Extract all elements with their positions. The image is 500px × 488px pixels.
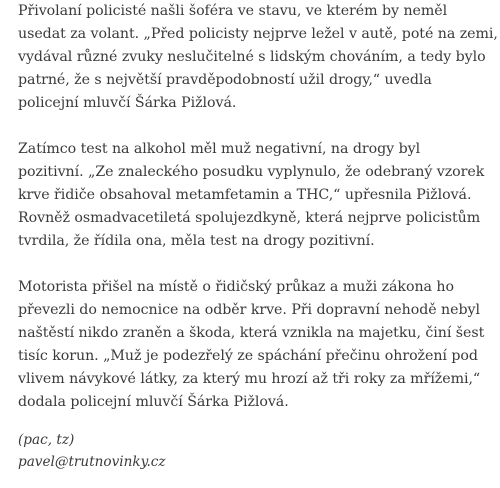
article-footer [18,429,166,473]
paragraph-line: Přivolaní policisté našli šoféra ve stavu, ve kterém by neměl [18,3,448,19]
paragraph-line: dodala policejní mluvčí Šárka Pižlová. [18,394,289,410]
paragraph-line: tisíc korun. „Muž je podezřelý ze spáchání přečinu ohrožení pod [18,348,478,364]
paragraph-line: usedat za volant. „Před policisty nejprve ležel v autě, poté na zemi, [18,26,498,42]
paragraph-line: Zatímco test na alkohol měl muž negativní, na drogy byl [18,141,421,157]
article-sources: (pac, tz) [18,432,75,448]
article-paragraph-3 [18,276,496,414]
paragraph-line: Motorista přišel na místě o řidičský průkaz a muži zákona ho [18,279,455,295]
paragraph-line: Rovněž osmadvacetiletá spolujezdkyně, která nejprve policistům [18,210,481,226]
paragraph-line: tvrdila, že řídila ona, měla test na drogy pozitivní. [18,233,375,249]
paragraph-line: převezli do nemocnice na odběr krve. Při dopravní nehodě nebyl [18,302,480,318]
paragraph-line: naštěstí nikdo zraněn a škoda, která vznikla na majetku, činí šest [18,325,485,341]
article-paragraph-2 [18,138,496,253]
paragraph-line: pozitivní. „Ze znaleckého posudku vyplynulo, že odebraný vzorek [18,164,485,180]
paragraph-line: vlivem návykové látky, za který mu hrozí až tři roky za mřížemi,“ [18,371,481,387]
paragraph-line: vydával různé zvuky neslučitelné s lidským chováním, a tedy bylo [18,49,486,65]
article-body [18,0,496,437]
paragraph-line: patrné, že s největší pravděpodobností užil drogy,“ uvedla [18,72,432,88]
author-email: pavel@trutnovinky.cz [18,454,166,470]
paragraph-line: policejní mluvčí Šárka Pižlová. [18,95,237,111]
paragraph-line: krve řidiče obsahoval metamfetamin a THC,“ upřesnila Pižlová. [18,187,472,203]
article-paragraph-1 [18,0,496,115]
